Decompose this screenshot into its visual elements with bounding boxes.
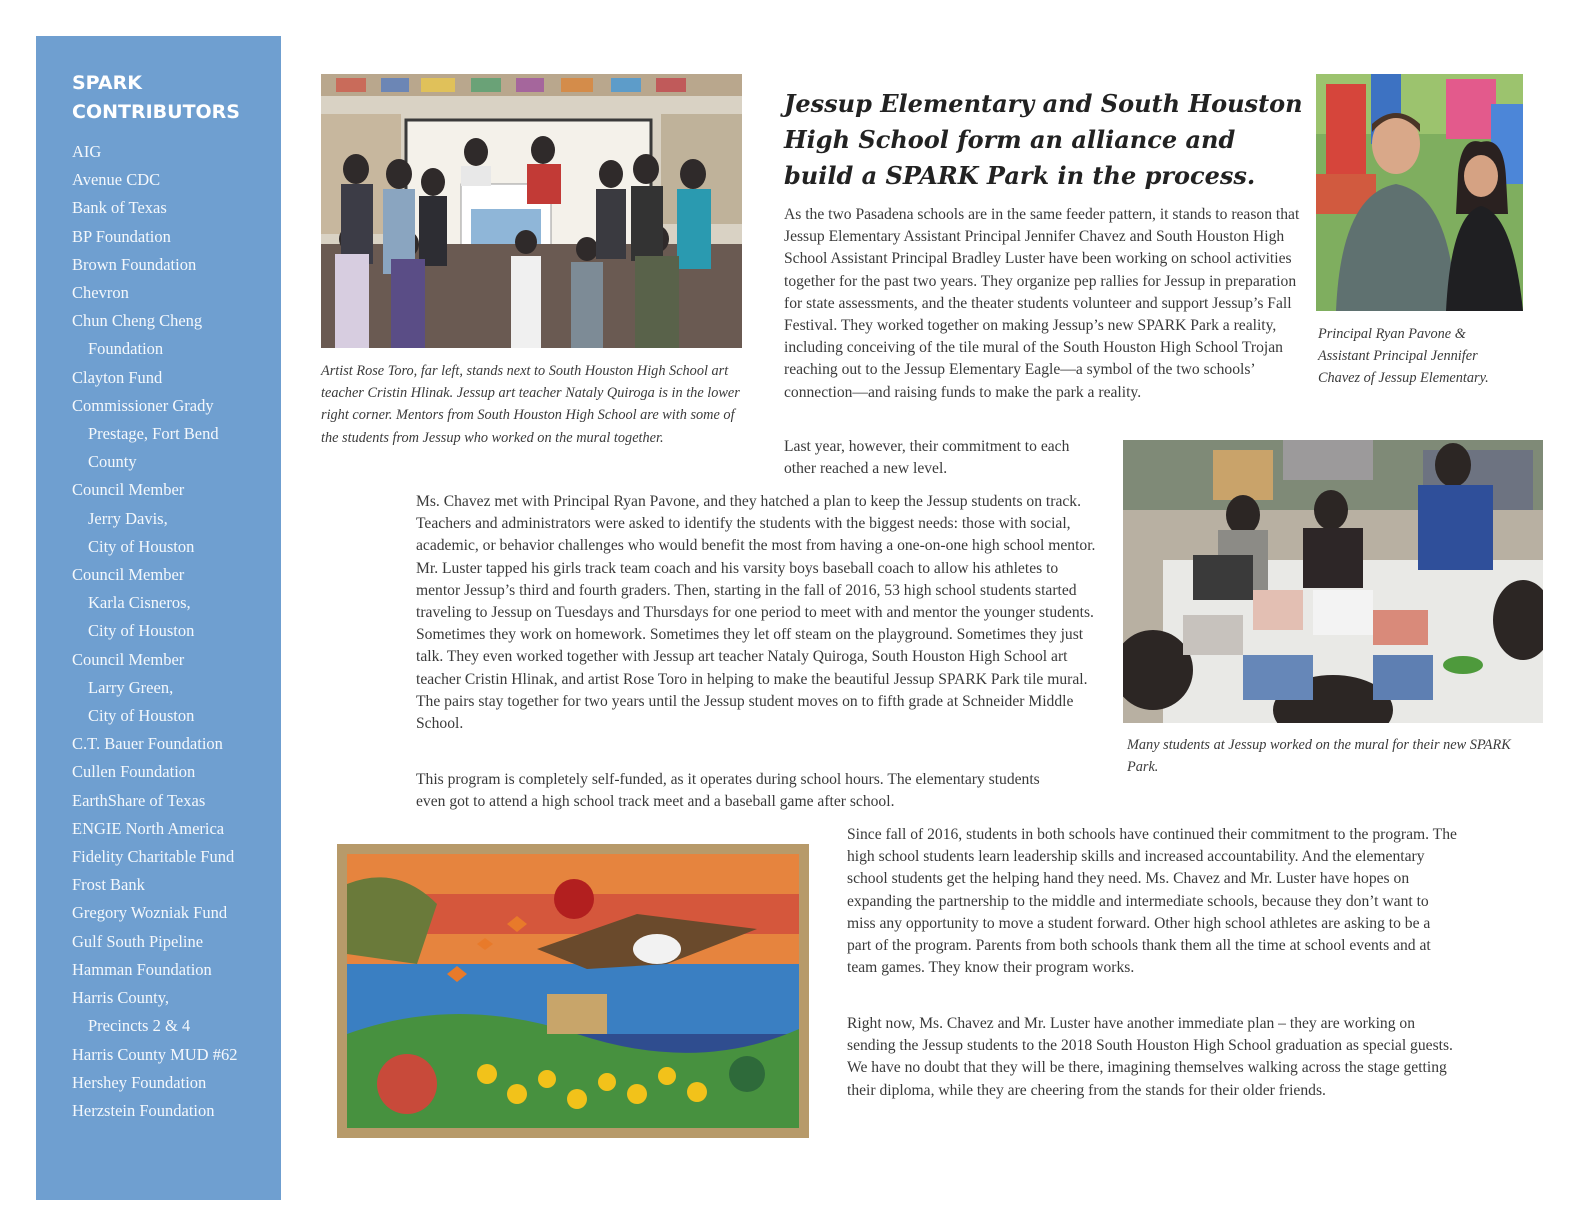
contributors-heading: SPARK CONTRIBUTORS: [72, 72, 240, 123]
article-paragraph-6: Right now, Ms. Chavez and Mr. Luster have another immediate plan – they are working on sending the Jessup students to the 2018 South Houston High School graduation as special guests. We have no doubt that they will be there, imagining themselves walking across the stage getting their diploma, while they are cheering from the stands for their older friends.: [847, 1015, 1453, 1099]
article-paragraph-3: Ms. Chavez met with Principal Ryan Pavone, and they hatched a plan to keep the Jessup students on track. Teachers and administrators were asked to identify the students with the biggest needs: those with social, academic, or behavior challenges who would benefit the most from having a one-on-one high school mentor. Mr. Luster tapped his girls track team coach and his varsity boys baseball coach to allow his athletes to mentor Jessup’s third and fourth graders. Then, starting in the fall of 2016, 53 high school students started traveling to Jessup on Tuesdays and Thursdays for one period to meet with and mentor the younger students. Sometimes they work on homework. Sometimes they let off steam on the playground. Sometimes they just talk. They even worked together with Jessup art teacher Nataly Quiroga, South Houston High School art teacher Cristin Hlinak, and artist Rose Toro in helping to make the beautiful Jessup SPARK Park tile mural. The pairs stay together for two years until the Jessup student moves on to fifth grade at Schneider Middle School.: [416, 493, 1096, 733]
contributor-item: Precincts 2 & 4: [88, 1016, 191, 1036]
contributor-item: Council Member: [72, 480, 185, 500]
contributor-item: City of Houston: [88, 706, 195, 726]
contributor-item: Gulf South Pipeline: [72, 931, 204, 951]
contributor-item: Jerry Davis,: [88, 508, 168, 528]
contributor-item: Avenue CDC: [72, 170, 161, 190]
contributor-item: AIG: [72, 142, 102, 161]
group-photo-caption: Artist Rose Toro, far left, stands next to South Houston High School art teacher Cristin Hlinak. Jessup art teacher Nataly Quiroga is in the lower right corner. Mentors from South Houston High School are with some of the students from Jessup who worked on the mural together.: [321, 363, 740, 446]
contributor-item: Foundation: [88, 339, 164, 359]
contributor-item: C.T. Bauer Foundation: [72, 734, 223, 754]
contributor-item: Harris County MUD #62: [72, 1044, 238, 1064]
group-photo: [321, 74, 742, 348]
mural-photo: [337, 844, 809, 1138]
contributor-item: Bank of Texas: [72, 198, 167, 218]
contributor-item: Larry Green,: [88, 677, 174, 697]
article-paragraph-2: Last year, however, their commitment to each other reached a new level.: [784, 438, 1070, 478]
contributor-item: Chevron: [72, 283, 129, 303]
contributors-sidebar: [36, 36, 281, 1200]
contributor-item: BP Foundation: [72, 226, 171, 246]
contributor-item: Fidelity Charitable Fund: [72, 847, 235, 867]
students-photo-caption: Many students at Jessup worked on the mural for their new SPARK Park.: [1127, 737, 1511, 776]
students-photo: [1123, 440, 1543, 723]
contributor-item: County: [88, 452, 137, 472]
contributor-item: Council Member: [72, 565, 185, 585]
contributor-item: Chun Cheng Cheng: [72, 311, 203, 331]
contributor-item: Karla Cisneros,: [88, 593, 191, 613]
contributor-item: Council Member: [72, 649, 185, 669]
contributor-item: Harris County,: [72, 988, 170, 1008]
contributor-item: ENGIE North America: [72, 818, 225, 838]
article-headline: Jessup Elementary and South Houston High School form an alliance and build a SPARK Park in the process.: [784, 89, 1303, 190]
contributor-item: Clayton Fund: [72, 367, 163, 387]
contributor-item: Hamman Foundation: [72, 959, 212, 979]
contributor-item: Cullen Foundation: [72, 762, 196, 782]
contributor-item: Herzstein Foundation: [72, 1100, 215, 1120]
contributor-item: Frost Bank: [72, 875, 145, 895]
article-paragraph-5: Since fall of 2016, students in both schools have continued their commitment to the program. The high school students learn leadership skills and increased accountability. And the elementary school students get the helping hand they need. Ms. Chavez and Mr. Luster have hopes on expanding the partnership to the middle and intermediate schools, because they don’t want to miss any opportunity to move a student forward. Other high school athletes are asking to be a part of the program. Parents from both schools thank them all the time at school events and at team games. They know their program works.: [847, 826, 1457, 977]
principals-photo: [1316, 74, 1523, 311]
principals-photo-caption: Principal Ryan Pavone & Assistant Principal Jennifer Chavez of Jessup Elementary.: [1318, 326, 1489, 387]
contributors-list: [72, 138, 277, 1125]
article-paragraph-4: This program is completely self-funded, as it operates during school hours. The elementary students even got to attend a high school track meet and a baseball game after school.: [416, 771, 1040, 811]
contributor-item: Brown Foundation: [72, 254, 197, 274]
contributor-item: Prestage, Fort Bend: [88, 424, 219, 444]
contributor-item: Gregory Wozniak Fund: [72, 903, 228, 923]
contributor-item: Hershey Foundation: [72, 1072, 207, 1092]
contributor-item: City of Houston: [88, 621, 195, 641]
contributor-item: City of Houston: [88, 536, 195, 556]
contributor-item: EarthShare of Texas: [72, 790, 206, 810]
contributor-item: Commissioner Grady: [72, 395, 214, 415]
article-paragraph-1: As the two Pasadena schools are in the same feeder pattern, it stands to reason that Jessup Elementary Assistant Principal Jennifer Chavez and South Houston High School Assistant Principal Bradley Luster have been working on school activities together for the past two years. They organize pep rallies for Jessup in preparation for state assessments, and the theater students volunteer and support Jessup’s Fall Festival. They worked together on making Jessup’s new SPARK Park a reality, including conceiving of the tile mural of the South Houston High School Trojan reaching out to the Jessup Elementary Eagle—a symbol of the two schools’ connection—and raising funds to make the park a reality.: [784, 206, 1300, 401]
